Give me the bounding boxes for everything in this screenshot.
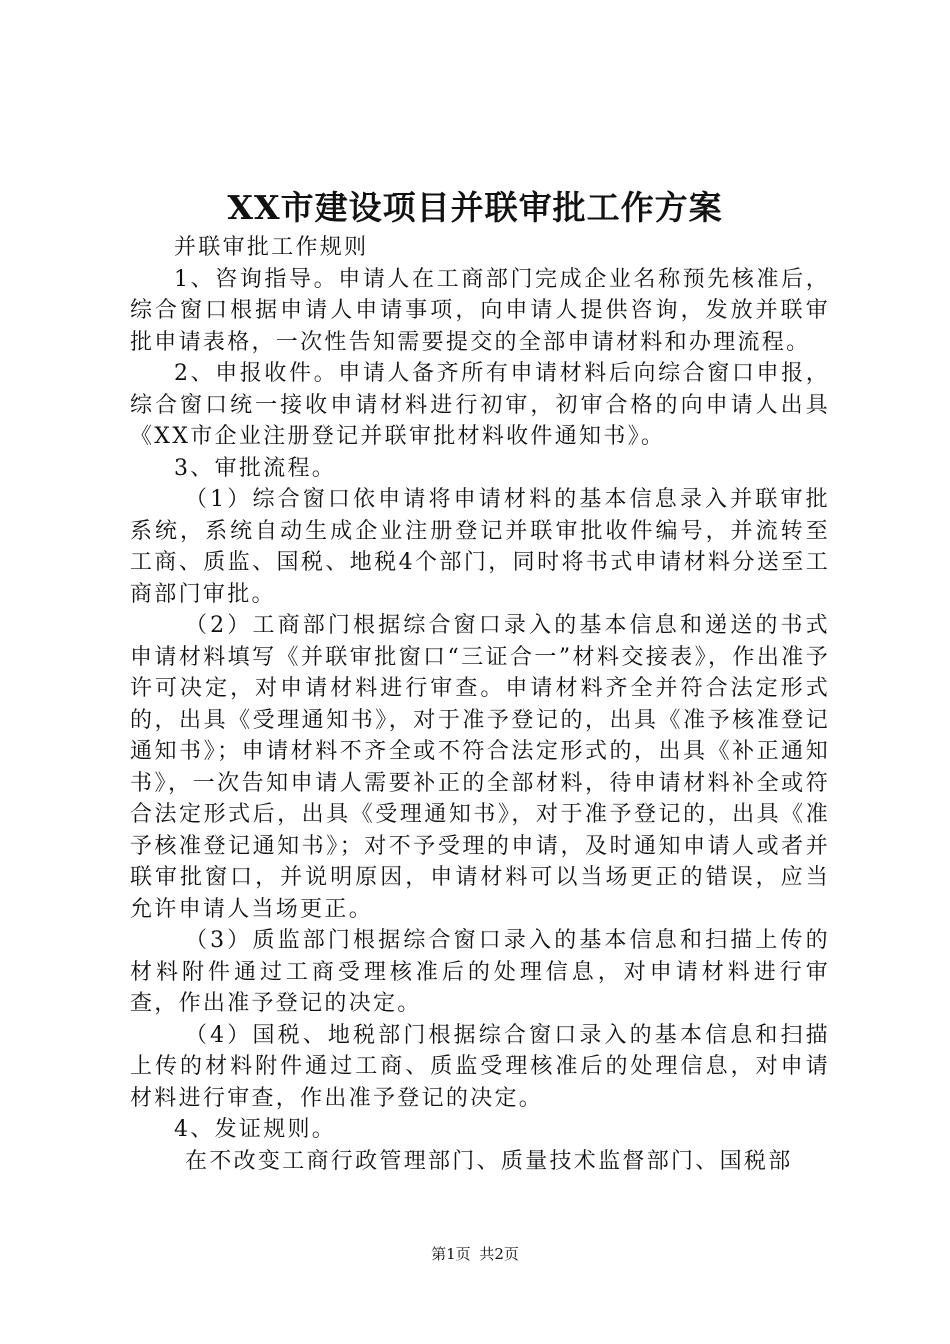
document-body <box>130 232 830 1177</box>
paragraph-issuance-heading: 4、发证规则。 <box>174 1117 337 1142</box>
paragraph-step-2: （2）工商部门根据综合窗口录入的基本信息和递送的书式申请材料填写《并联审批窗口“三证合一”材料交接表》，作出准予许可决定，对申请材料进行审查。申请材料齐全并符合法定形式的，出具《受理通知书》，对于准予登记的，出具《准予核准登记通知书》；申请材料不齐全或不符合法定形式的，出具《补正通知书》，一次告知申请人需要补正的全部材料，待申请材料补全或符合法定形式后，出具《受理通知书》，对于准予登记的，出具《准予核准登记通知书》；对不予受理的申请，及时通知申请人或者并联审批窗口，并说明原因，申请材料可以当场更正的错误，应当允许申请人当场更正。 <box>130 613 830 922</box>
paragraph-consultation: 1、咨询指导。申请人在工商部门完成企业名称预先核准后，综合窗口根据申请人申请事项，向申请人提供咨询，发放并联审批申请表格，一次性告知需要提交的全部申请材料和办理流程。 <box>130 266 830 355</box>
paragraph-step-1: （1）综合窗口依申请将申请材料的基本信息录入并联审批系统，系统自动生成企业注册登记并联审批收件编号，并流转至工商、质监、国税、地税4个部门，同时将书式申请材料分送至工商部门审批。 <box>130 487 830 607</box>
paragraph-issuance-rules: 在不改变工商行政管理部门、质量技术监督部门、国税部 <box>185 1148 793 1174</box>
paragraph-step-4: （4）国税、地税部门根据综合窗口录入的基本信息和扫描上传的材料附件通过工商、质监受理核准后的处理信息，对申请材料进行审查，作出准予登记的决定。 <box>130 1022 830 1111</box>
page-footer <box>0 1243 950 1265</box>
paragraph-submission: 2、申报收件。申请人备齐所有申请材料后向综合窗口申报，综合窗口统一接收申请材料进行初审，初审合格的向申请人出具《XX市企业注册登记并联审批材料收件通知书》。 <box>130 361 830 449</box>
page-number-total: 共2页 <box>479 1245 519 1263</box>
section-heading: 并联审批工作规则 <box>174 235 369 260</box>
paragraph-approval-process-heading: 3、审批流程。 <box>174 455 337 481</box>
document-title: XX市建设项目并联审批工作方案 <box>227 188 723 227</box>
paragraph-step-3: （3）质监部门根据综合窗口录入的基本信息和扫描上传的材料附件通过工商受理核准后的处理信息，对申请材料进行审查，作出准予登记的决定。 <box>130 928 830 1016</box>
page-number-current: 第1页 <box>431 1245 471 1263</box>
